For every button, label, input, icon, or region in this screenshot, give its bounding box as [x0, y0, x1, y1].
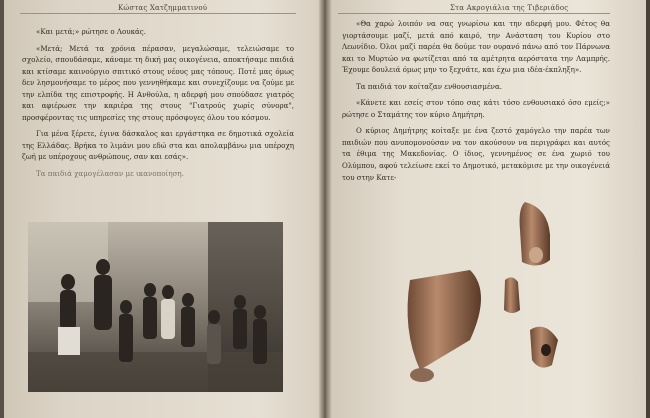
left-text-column [22, 26, 294, 185]
paragraph: «Κάνετε και εσείς στον τόπο σας κάτι τόσο ενθουσιακό όσο εμείς;» ρώτησε ο Σταμάτης τον κύριο Δημήτρη. [342, 98, 610, 119]
bullet-artifact-bottom [530, 327, 558, 368]
bullet-artifact-large [408, 270, 481, 382]
paragraph: Για μένα ξέρετε, έγινα δάσκαλος και εργάστηκα σε δημοτικά σχολεία της Ελλάδας. Βρήκα το λιμάνι μου εδώ στα και απολαμβάνω μια υπέροχη ζωή με υπέροχους ανθρώπους, σαν και εσάς». [22, 129, 294, 162]
bullet-artifacts-illustration [380, 200, 600, 400]
right-header-rule [338, 13, 610, 14]
bullet-artifact-small [504, 277, 520, 313]
paragraph: Τα παιδιά χαμογέλασαν με ικανοποίηση. [36, 169, 184, 179]
right-running-head: Στα Ακρογιάλια της Τιβεριάδος [450, 4, 569, 12]
book-edge-left [0, 0, 4, 418]
book-edge-right [646, 0, 650, 418]
paragraph: «Μετά; Μετά τα χρόνια πέρασαν, μεγαλώσαμε, τελειώσαμε το σχολείο, σπουδάσαμε, κάναμε τη δική μας οικογένεια, αποκτήσαμε παιδιά και κτίσαμε καινούργιο σπιτικό στους νέους μας τόπους. Ποτέ μας όμως δεν λησμονήσαμε το μέρος που γεννηθήκαμε και συνεχίζουμε να ζούμε με την ελπίδα της επιστροφής. Η Ανθούλα, η αδερφή μου σπούδασε γιατρός και αφιέρωσε την καριέρα της στους "Γιατρούς χωρίς σύνορα", προσφέροντας τις υπηρεσίες της στους πρόσφυγες όλου του κόσμου. [22, 43, 294, 122]
book-gutter [318, 0, 332, 418]
paragraph: Τα παιδιά τον κοίταζαν ενθουσιασμένα. [356, 81, 503, 91]
bullet-artifact-upright [520, 202, 550, 266]
paragraph: «Θα χαρώ λοιπόν να σας γνωρίσω και την αδερφή μου. Φέτος θα γιορτάσουμε μαζί, μετά από καιρό, την Ανάσταση του Κυρίου στο Λεωνίδιο. Όλοι μαζί παρέα θα δούμε τον ουρανό πάνω από τον Πάρνωνα και το Μυρτώο να φωτίζεται από τα αμέτρητα αερόστατα την Λαμπρής. Έχουμε δουλειά όμως μην το ξεχνάτε, και έχω μια ιδέα-έκπληξη». [342, 19, 610, 75]
black-and-white-photo [28, 222, 283, 392]
paragraph: Ο κύριος Δημήτρης κοίταξε με ένα ζεστό χαμόγελο την παρέα των παιδιών που ανυπομονούσαν να τον ακούσουν να περιγράφει και αυτός τα έθιμα της Μακεδονίας. Ο ίδιος, γεννημένος σε ένα χωριό του Ολύμπου, αφού τελείωσε εκεί το Δημοτικό, μετακόμισε με την οικογένειά του στην Κατε- [342, 126, 610, 182]
paragraph: «Και μετά;» ρώτησε ο Λουκάς. [36, 27, 147, 36]
right-text-column [342, 18, 610, 188]
left-running-head: Κώστας Χατζημματινού [118, 4, 208, 12]
left-header-rule [20, 13, 296, 14]
